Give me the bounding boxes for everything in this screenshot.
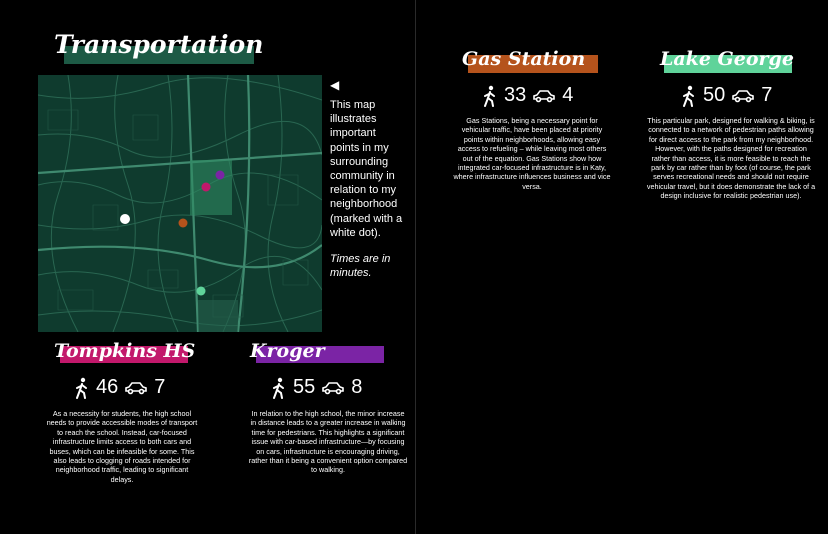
lake-george-walk-time: 50 [703, 84, 726, 106]
tompkins-stats [74, 376, 165, 399]
map-time-note: Times are in minutes. [330, 253, 391, 280]
tompkins-walk-time: 46 [96, 376, 119, 398]
page-divider [415, 0, 416, 534]
gas-station-marker [179, 219, 188, 228]
home-marker [120, 214, 130, 224]
lake-george-stats [681, 84, 772, 107]
page-title: Transportation [54, 30, 264, 59]
kroger-description: In relation to the high school, the minor increase in distance leads to a greater increase in walking time for pedestrians. This highlights a significant issue with car-based infrastructure—by focusing on cars, infrastructure is encouraging driving, rather than it being a convenient option compared to walking. [248, 409, 408, 475]
walking-person-icon [74, 377, 90, 399]
gas-station-description: Gas Stations, being a necessary point for vehicular traffic, have been placed at priority points within neighborhoods, allowing easy access to refueling – while leaving most others out of the equation. Gas Stations show how integrated car-focused infrastructure is in Katy, where infrastructure influences business and vice versa. [453, 116, 611, 191]
tompkins-marker [202, 183, 211, 192]
map-description [330, 78, 408, 292]
car-icon [532, 89, 556, 103]
map-description-text: This map illustrates important points in my surrounding community in relation to my neighborhood (marked with a white dot). [330, 99, 403, 239]
kroger-walk-time: 55 [293, 376, 316, 398]
gas-station-stats [482, 84, 573, 107]
kroger-stats [271, 376, 362, 399]
walking-person-icon [271, 377, 287, 399]
lake-george-marker [197, 287, 206, 296]
walking-person-icon [681, 85, 697, 107]
gas-station-walk-time: 33 [504, 84, 527, 106]
kroger-car-time: 8 [351, 376, 363, 398]
map-graphic [38, 75, 322, 332]
kroger-marker [216, 171, 225, 180]
lake-george-car-time: 7 [761, 84, 773, 106]
lake-george-title: Lake George [660, 48, 794, 70]
neighborhood-map [38, 75, 322, 332]
kroger-title: Kroger [250, 340, 325, 362]
tompkins-title: Tompkins HS [54, 340, 196, 362]
car-icon [321, 381, 345, 395]
walking-person-icon [482, 85, 498, 107]
car-icon [124, 381, 148, 395]
collapse-arrow-icon[interactable]: ◀ [330, 78, 340, 92]
tompkins-car-time: 7 [154, 376, 166, 398]
gas-station-car-time: 4 [562, 84, 574, 106]
tompkins-description: As a necessity for students, the high school needs to provide accessible modes of transport to reach the school. Instead, car-focused infrastructure limits access to both cars and buses, which can be infeasible for some. This also leads to clogging of roads intended for neighborhood traffic, leading to significant delays. [46, 409, 198, 484]
car-icon [731, 89, 755, 103]
lake-george-description: This particular park, designed for walking & biking, is connected to a network of pedestrian paths allowing for direct access to the park from my neighborhood. However, with the paths designed for recreation rather than access, it is more feasible to reach the park by car rather than by foot (of course, the park serves recreational needs and should not require vehicular travel, but it does demonstrate the lack of a design inclusive for realistic pedestrian use). [646, 116, 816, 201]
gas-station-title: Gas Station [462, 48, 586, 70]
